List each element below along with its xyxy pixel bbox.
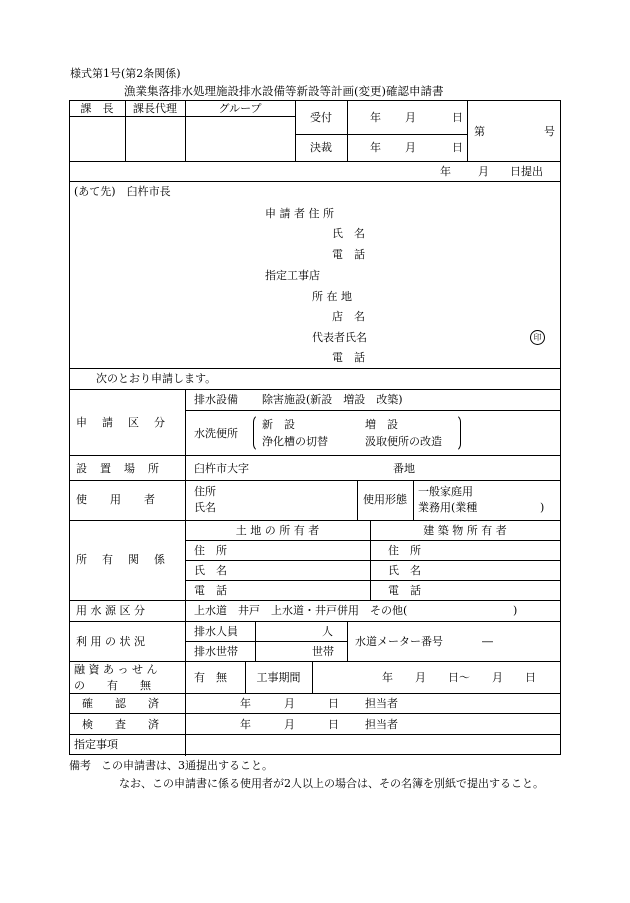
building-owner-name: 氏 名 <box>388 564 421 577</box>
addressee: (あて先) 臼杵市長 <box>74 185 171 198</box>
toilet-label: 水洗便所 <box>194 427 238 440</box>
contractor-store-label: 店 名 <box>332 310 365 323</box>
contractor-location-label: 所 在 地 <box>312 290 352 303</box>
usage-type-label: 使用形態 <box>363 493 407 506</box>
number-go: 号 <box>544 125 555 138</box>
inspected-label: 検 査 済 <box>82 718 159 731</box>
inspected-person: 担当者 <box>365 718 398 731</box>
building-owner-address: 住 所 <box>388 544 421 557</box>
meter-label: 水道メーター番号 <box>355 635 443 648</box>
land-owner-phone: 電 話 <box>194 584 227 597</box>
land-owner-name: 氏 名 <box>194 564 227 577</box>
confirmed-person: 担当者 <box>365 697 398 710</box>
usage-home: 一般家庭用 <box>418 485 473 498</box>
seal-mark: 印 <box>530 330 545 345</box>
remarks-line1: この申請書は、3通提出すること。 <box>101 759 273 772</box>
kessai-year: 年 <box>370 141 381 154</box>
form-title: 漁業集落排水処理施設排水設備等新設等計画(変更)確認申請書 <box>124 84 444 98</box>
option-new: 新 設 <box>262 418 295 431</box>
number-dai: 第 <box>474 125 485 138</box>
applicant-name-label: 氏 名 <box>332 227 365 240</box>
install-location-label: 設 置 場 所 <box>76 462 160 475</box>
uketsuke-year: 年 <box>370 111 381 124</box>
water-source-label: 用 水 源 区 分 <box>76 604 145 617</box>
user-address: 住所 <box>194 485 216 498</box>
persons-unit: 人 <box>322 625 333 638</box>
construction-period-value: 年 月 日～ 月 日 <box>382 671 536 684</box>
confirmed-date: 年 月 日 <box>240 697 339 710</box>
kessai-label: 決裁 <box>310 141 332 154</box>
group-header: グループ <box>218 102 262 115</box>
applicant-phone-label: 電 話 <box>332 248 365 261</box>
kessai-day: 日 <box>452 141 463 154</box>
applicant-address-label: 申 請 者 住 所 <box>265 207 334 220</box>
confirmed-label: 確 認 済 <box>82 697 159 710</box>
households-label: 排水世帯 <box>194 645 238 658</box>
ownership-label: 所 有 関 係 <box>76 553 167 566</box>
kacho-dairi-header: 課長代理 <box>133 102 177 115</box>
water-source-close: ) <box>513 604 518 617</box>
kessai-month: 月 <box>405 141 416 154</box>
building-owner-phone: 電 話 <box>388 584 421 597</box>
construction-period-label: 工事期間 <box>256 671 301 684</box>
building-owner-header: 建 築 物 所 有 者 <box>423 524 507 537</box>
user-name: 氏名 <box>194 501 216 514</box>
inspected-date: 年 月 日 <box>240 718 339 731</box>
remarks-line2: なお、この申請書に係る使用者が2人以上の場合は、その名簿を別紙で提出すること。 <box>119 777 544 790</box>
land-owner-header: 土 地 の 所 有 者 <box>235 524 320 537</box>
usage-status-label: 利 用 の 状 況 <box>76 635 145 648</box>
loan-label-line2: の 有 無 <box>74 679 151 692</box>
designated-label: 指定事項 <box>74 738 118 751</box>
submit-month: 月 <box>478 165 489 178</box>
uketsuke-day: 日 <box>452 111 463 124</box>
drainage-detail: 除害施設(新設 増設 改築) <box>262 393 403 406</box>
contractor-phone-label: 電 話 <box>332 351 365 364</box>
loan-label-line1: 融 資 あ っ せ ん <box>74 663 158 676</box>
form-number: 様式第1号(第2条関係) <box>70 67 181 80</box>
uketsuke-month: 月 <box>405 111 416 124</box>
contractor-header: 指定工事店 <box>265 269 320 282</box>
households-unit: 世帯 <box>312 645 334 658</box>
remarks-label: 備考 <box>69 759 91 772</box>
install-city: 臼杵市大字 <box>194 462 249 475</box>
meter-value: ― <box>482 635 493 648</box>
kacho-header: 課 長 <box>80 102 114 115</box>
land-owner-address: 住 所 <box>194 544 227 557</box>
uketsuke-label: 受付 <box>310 111 332 124</box>
drainage-label: 排水設備 <box>194 393 238 406</box>
intro-text: 次のとおり申請します。 <box>96 372 217 385</box>
option-septic: 浄化槽の切替 <box>262 435 328 448</box>
loan-value: 有 無 <box>194 671 227 684</box>
user-label: 使 用 者 <box>76 493 161 506</box>
application-type-label: 申 請 区 分 <box>76 416 167 429</box>
water-source-options: 上水道 井戸 上水道・井戸併用 その他( <box>194 604 408 617</box>
persons-label: 排水人員 <box>194 625 238 638</box>
submit-day: 日提出 <box>510 165 543 178</box>
contractor-rep-label: 代表者氏名 <box>312 331 367 344</box>
submit-year: 年 <box>440 165 451 178</box>
option-pit: 汲取便所の改造 <box>365 435 442 448</box>
option-expand: 増 設 <box>365 418 398 431</box>
usage-business: 業務用(業種 <box>418 501 478 514</box>
install-banchi: 番地 <box>393 462 415 475</box>
usage-business-close: ) <box>540 501 545 514</box>
